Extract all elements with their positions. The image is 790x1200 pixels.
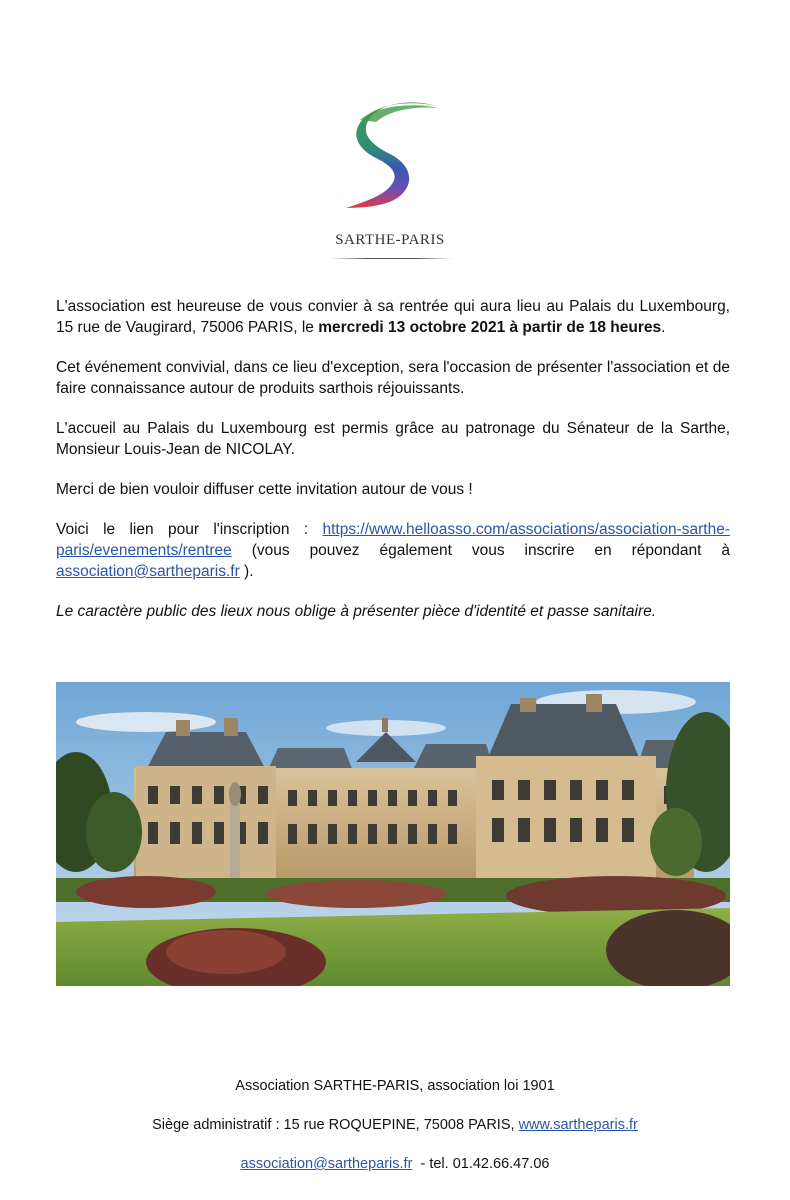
paragraph-health-notice: Le caractère public des lieux nous oblige à présenter pièce d'identité et passe sanitaire.	[56, 603, 657, 620]
registration-link[interactable]: https://www.helloasso.com/associations/association-sarthe-paris/evenements/rentree	[56, 521, 730, 559]
paragraph-description: Cet événement convivial, dans ce lieu d'exception, sera l'occasion de présenter l'association et de faire connaissance autour de produits sarthois réjouissants.	[56, 359, 730, 397]
registration-intro: Voici le lien pour l'inscription :	[56, 521, 323, 538]
website-link[interactable]: www.sartheparis.fr	[518, 1117, 638, 1133]
footer-association: Association SARTHE-PARIS, association loi 1901	[235, 1078, 555, 1094]
logo-wordmark: SARTHE-PARIS	[335, 232, 445, 248]
sarthe-paris-logo	[330, 96, 460, 216]
footer-address	[0, 1117, 790, 1133]
invitation-text: L'association est heureuse de vous convier à sa rentrée qui aura lieu au Palais du Luxembourg, 15 rue de Vaugirard, 75006 PARIS, le	[56, 298, 730, 336]
paragraph-registration	[56, 519, 730, 582]
footer-address-text: Siège administratif : 15 rue ROQUEPINE, 75008 PARIS,	[152, 1117, 519, 1133]
logo-underline	[330, 258, 452, 259]
event-date: mercredi 13 octobre 2021 à partir de 18 heures	[318, 319, 662, 336]
footer-phone: - tel. 01.42.66.47.06	[412, 1156, 550, 1172]
invitation-body	[56, 296, 730, 641]
registration-alt-text: (vous pouvez également vous inscrire en répondant à	[231, 542, 730, 559]
contact-email-link[interactable]: association@sartheparis.fr	[56, 563, 240, 580]
paragraph-share: Merci de bien vouloir diffuser cette invitation autour de vous !	[56, 481, 473, 498]
registration-end: ).	[239, 563, 254, 580]
paragraph-invitation	[56, 296, 730, 338]
footer-email-link[interactable]: association@sartheparis.fr	[240, 1156, 413, 1172]
palais-luxembourg-photo	[56, 682, 730, 986]
footer-contact	[0, 1156, 790, 1172]
invitation-text-end: .	[661, 319, 666, 336]
paragraph-patronage: L'accueil au Palais du Luxembourg est permis grâce au patronage du Sénateur de la Sarthe, Monsieur Louis-Jean de NICOLAY.	[56, 420, 730, 458]
